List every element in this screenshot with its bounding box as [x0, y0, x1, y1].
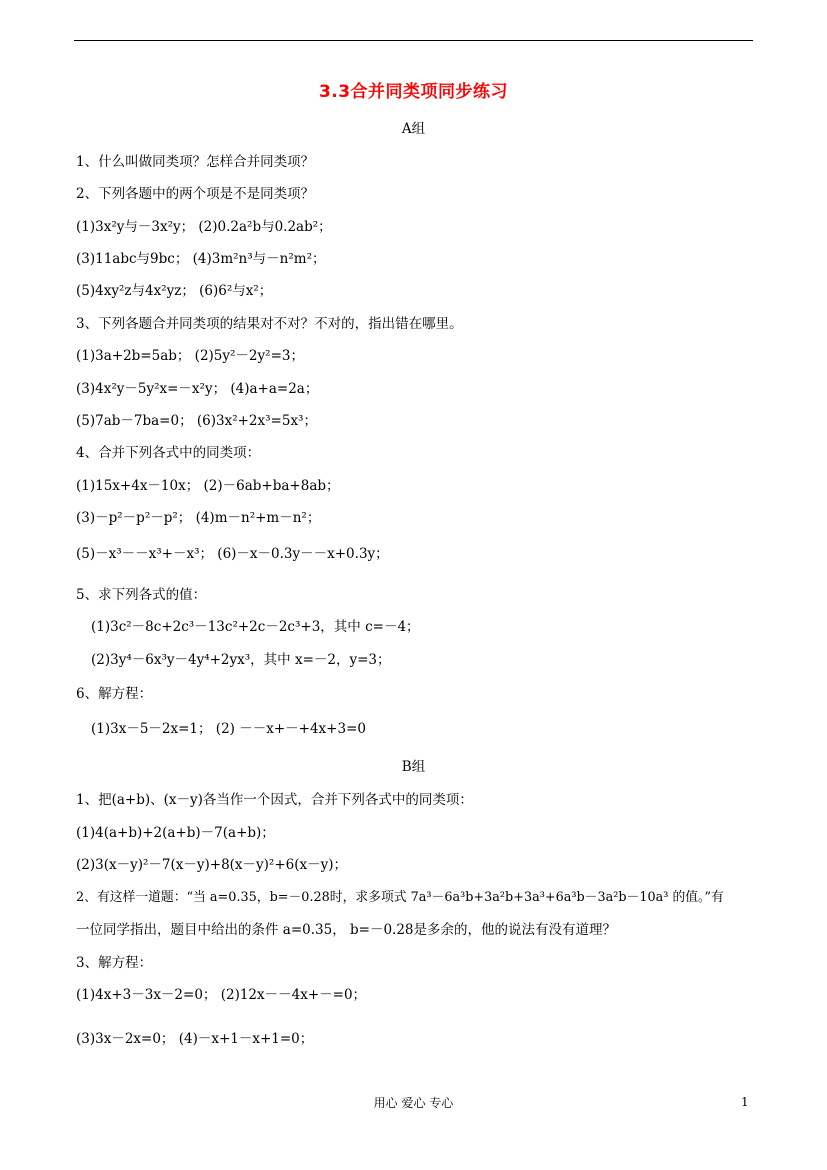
b-question-3: 3、解方程： — [76, 955, 153, 971]
question-3-items-1: (1)3a+2b=5ab； (2)5y²－2y²=3； — [76, 348, 304, 364]
group-b-heading: B组 — [401, 759, 426, 775]
question-5-item-2: (2)3y⁴－6x³y－4y⁴+2yx³，其中 x=－2，y=3； — [91, 652, 391, 668]
question-4-items-1: (1)15x+4x－10x； (2)－6ab+ba+8ab； — [76, 478, 340, 494]
page-title: 3.3合并同类项同步练习 — [318, 82, 509, 102]
b-question-1-item-2: (2)3(x－y)²－7(x－y)+8(x－y)²+6(x－y)； — [76, 857, 348, 873]
question-4-items-3: (5)－x³－－x³+－x³； (6)－x－0.3y－－x+0.3y； — [76, 546, 389, 562]
question-3: 3、下列各题合并同类项的结果对不对？不对的，指出错在哪里。 — [76, 316, 463, 332]
b-question-3-items-2: (3)3x－2x=0； (4)－x+1－x+1=0； — [76, 1031, 314, 1047]
question-2-items-3: (5)4xy²z与4x²yz； (6)6²与x²； — [76, 283, 273, 299]
question-4: 4、合并下列各式中的同类项： — [76, 445, 261, 461]
question-6-items: (1)3x－5－2x=1； (2) －－x+－+4x+3=0 — [91, 721, 366, 737]
question-3-items-2: (3)4x²y－5y²x=－x²y； (4)a+a=2a； — [76, 381, 319, 397]
b-question-2-line-1: 2、有这样一道题：“当 a=0.35，b=－0.28时，求多项式 7a³－6a³b+3a²b+3a³+6a³b－3a²b－10a³ 的值。”有 — [76, 890, 724, 905]
question-2: 2、下列各题中的两个项是不是同类项？ — [76, 186, 315, 202]
question-5-item-1: (1)3c²－8c+2c³－13c²+2c－2c³+3，其中 c=－4； — [91, 619, 420, 635]
b-question-3-items-1: (1)4x+3－3x－2=0； (2)12x－－4x+－=0； — [76, 987, 367, 1003]
group-a-heading: A组 — [401, 121, 426, 137]
question-5: 5、求下列各式的值： — [76, 587, 207, 603]
b-question-1: 1、把(a+b)、(x－y)各当作一个因式，合并下列各式中的同类项： — [76, 792, 473, 808]
b-question-2-line-2: 一位同学指出，题目中给出的条件 a=0.35， b=－0.28是多余的，他的说法有没有道理？ — [76, 922, 617, 938]
question-2-items-1: (1)3x²y与－3x²y； (2)0.2a²b与0.2ab²； — [76, 219, 332, 235]
b-question-1-item-1: (1)4(a+b)+2(a+b)－7(a+b)； — [76, 825, 275, 841]
page-number: 1 — [741, 1095, 749, 1109]
footer-slogan: 用心 爱心 专心 — [373, 1096, 454, 1110]
question-3-items-3: (5)7ab－7ba=0； (6)3x²+2x³=5x³； — [76, 413, 317, 429]
header-rule — [74, 40, 753, 41]
question-2-items-2: (3)11abc与9bc； (4)3m²n³与－n²m²； — [76, 251, 326, 267]
question-6: 6、解方程： — [76, 686, 153, 702]
question-1: 1、什么叫做同类项？怎样合并同类项？ — [76, 154, 315, 170]
question-4-items-2: (3)－p²－p²－p²； (4)m－n²+m－n²； — [76, 510, 321, 526]
